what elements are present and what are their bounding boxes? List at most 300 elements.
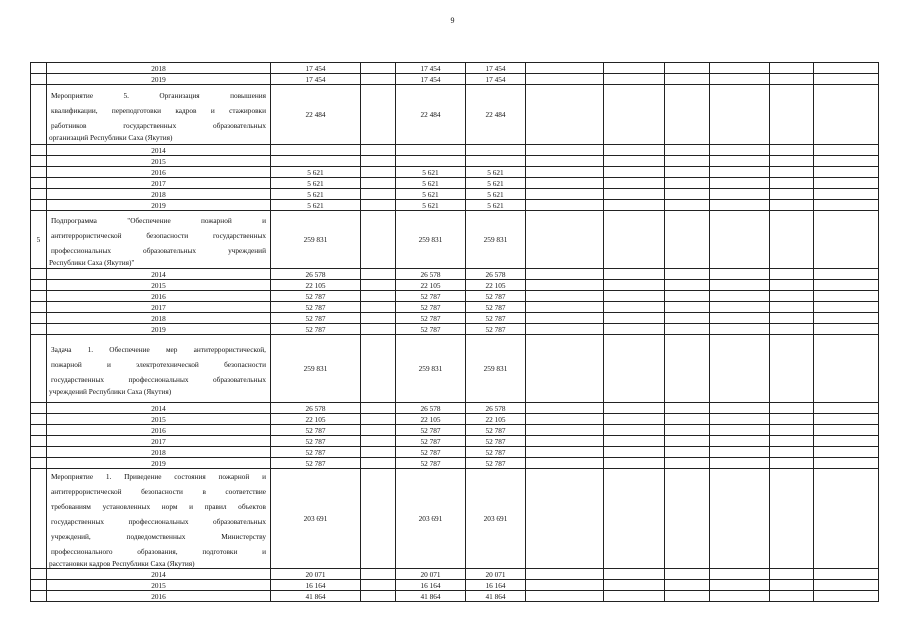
- value-budget-cell: 52 787: [396, 436, 466, 447]
- empty-cell: [526, 447, 604, 458]
- description-last-line: учреждений Республики Саха (Якутия): [49, 386, 172, 396]
- empty-cell: [770, 425, 814, 436]
- value-budget-cell: 26 578: [396, 403, 466, 414]
- empty-cell: [665, 313, 710, 324]
- description-line: учреждений, подведомственных Министерству: [51, 532, 266, 541]
- value-empty-cell: [361, 167, 396, 178]
- value-total-cell: 52 787: [271, 436, 361, 447]
- empty-cell: [770, 63, 814, 74]
- empty-cell: [770, 145, 814, 156]
- year-cell: 2019: [47, 200, 271, 211]
- empty-cell: [526, 178, 604, 189]
- value-budget-cell: 17 454: [396, 63, 466, 74]
- empty-cell: [526, 458, 604, 469]
- empty-cell: [770, 85, 814, 145]
- empty-cell: [526, 167, 604, 178]
- table-row-year: [31, 414, 879, 425]
- empty-cell: [665, 74, 710, 85]
- empty-cell: [710, 189, 770, 200]
- row-number-cell: [31, 313, 47, 324]
- value-empty-cell: [361, 324, 396, 335]
- value-republic-cell: 22 105: [466, 280, 526, 291]
- empty-cell: [665, 211, 710, 269]
- value-empty-cell: [361, 211, 396, 269]
- empty-cell: [814, 403, 879, 414]
- empty-cell: [814, 591, 879, 602]
- table-row-year: [31, 591, 879, 602]
- empty-cell: [814, 458, 879, 469]
- empty-cell: [526, 469, 604, 569]
- empty-cell: [526, 324, 604, 335]
- year-cell: 2017: [47, 302, 271, 313]
- value-republic-cell: 16 164: [466, 580, 526, 591]
- value-empty-cell: [361, 591, 396, 602]
- year-cell: 2015: [47, 580, 271, 591]
- value-total-cell: 26 578: [271, 403, 361, 414]
- empty-cell: [604, 85, 665, 145]
- empty-cell: [770, 403, 814, 414]
- value-republic-cell: 52 787: [466, 324, 526, 335]
- empty-cell: [604, 458, 665, 469]
- empty-cell: [526, 211, 604, 269]
- empty-cell: [526, 569, 604, 580]
- table-row-item: [31, 469, 879, 569]
- empty-cell: [710, 145, 770, 156]
- empty-cell: [665, 302, 710, 313]
- empty-cell: [770, 291, 814, 302]
- empty-cell: [770, 414, 814, 425]
- empty-cell: [770, 313, 814, 324]
- empty-cell: [604, 167, 665, 178]
- empty-cell: [710, 302, 770, 313]
- empty-cell: [526, 74, 604, 85]
- empty-cell: [665, 269, 710, 280]
- empty-cell: [526, 335, 604, 403]
- value-republic-cell: 52 787: [466, 425, 526, 436]
- row-number-cell: [31, 74, 47, 85]
- year-cell: 2016: [47, 167, 271, 178]
- value-budget-cell: 52 787: [396, 425, 466, 436]
- page-number: 9: [450, 16, 455, 25]
- empty-cell: [604, 145, 665, 156]
- value-budget-cell: 5 621: [396, 200, 466, 211]
- row-number-cell: [31, 145, 47, 156]
- empty-cell: [710, 458, 770, 469]
- value-empty-cell: [361, 335, 396, 403]
- value-total-cell: 52 787: [271, 324, 361, 335]
- value-budget-cell: 52 787: [396, 324, 466, 335]
- empty-cell: [526, 63, 604, 74]
- empty-cell: [814, 447, 879, 458]
- empty-cell: [710, 414, 770, 425]
- value-budget-cell: 259 831: [396, 335, 466, 403]
- description-line: Мероприятие 1. Приведение состояния пожарной и: [51, 472, 266, 481]
- year-cell: 2017: [47, 178, 271, 189]
- value-total-cell: 22 105: [271, 414, 361, 425]
- value-total-cell: [271, 156, 361, 167]
- empty-cell: [604, 425, 665, 436]
- empty-cell: [814, 335, 879, 403]
- year-cell: 2014: [47, 569, 271, 580]
- empty-cell: [770, 211, 814, 269]
- value-budget-cell: 52 787: [396, 302, 466, 313]
- value-republic-cell: 22 105: [466, 414, 526, 425]
- row-number-cell: [31, 447, 47, 458]
- table-row-year: [31, 156, 879, 167]
- empty-cell: [665, 167, 710, 178]
- value-empty-cell: [361, 313, 396, 324]
- empty-cell: [710, 403, 770, 414]
- item-description-cell: [47, 85, 271, 145]
- value-budget-cell: 5 621: [396, 178, 466, 189]
- empty-cell: [770, 324, 814, 335]
- empty-cell: [604, 74, 665, 85]
- empty-cell: [526, 269, 604, 280]
- empty-cell: [604, 302, 665, 313]
- value-total-cell: 41 864: [271, 591, 361, 602]
- row-number-cell: [31, 189, 47, 200]
- value-empty-cell: [361, 469, 396, 569]
- value-total-cell: 5 621: [271, 178, 361, 189]
- empty-cell: [814, 145, 879, 156]
- empty-cell: [526, 414, 604, 425]
- empty-cell: [665, 469, 710, 569]
- value-total-cell: 52 787: [271, 291, 361, 302]
- value-republic-cell: 203 691: [466, 469, 526, 569]
- empty-cell: [526, 313, 604, 324]
- empty-cell: [710, 324, 770, 335]
- empty-cell: [814, 200, 879, 211]
- empty-cell: [604, 269, 665, 280]
- description-line: антитеррористической безопасности в соответствие: [51, 487, 266, 496]
- empty-cell: [665, 200, 710, 211]
- row-number-cell: [31, 469, 47, 569]
- empty-cell: [665, 178, 710, 189]
- value-total-cell: [271, 145, 361, 156]
- empty-cell: [710, 436, 770, 447]
- empty-cell: [526, 200, 604, 211]
- year-cell: 2019: [47, 324, 271, 335]
- empty-cell: [770, 469, 814, 569]
- row-number-cell: [31, 403, 47, 414]
- empty-cell: [665, 324, 710, 335]
- value-budget-cell: 17 454: [396, 74, 466, 85]
- value-budget-cell: 52 787: [396, 291, 466, 302]
- description-line: работников государственных образовательных: [51, 120, 266, 130]
- year-cell: 2018: [47, 447, 271, 458]
- table-row-year: [31, 178, 879, 189]
- row-number-cell: [31, 280, 47, 291]
- empty-cell: [770, 74, 814, 85]
- empty-cell: [665, 569, 710, 580]
- value-total-cell: 259 831: [271, 211, 361, 269]
- value-republic-cell: 259 831: [466, 211, 526, 269]
- table-row-item: [31, 85, 879, 145]
- empty-cell: [770, 189, 814, 200]
- empty-cell: [814, 189, 879, 200]
- empty-cell: [526, 403, 604, 414]
- empty-cell: [814, 324, 879, 335]
- value-republic-cell: 5 621: [466, 178, 526, 189]
- empty-cell: [604, 436, 665, 447]
- empty-cell: [665, 414, 710, 425]
- empty-cell: [665, 85, 710, 145]
- empty-cell: [604, 414, 665, 425]
- table-row-item: [31, 211, 879, 269]
- row-number-cell: [31, 178, 47, 189]
- description-line: антитеррористической безопасности государственных: [51, 230, 266, 240]
- empty-cell: [526, 156, 604, 167]
- row-number-cell: [31, 63, 47, 74]
- value-republic-cell: 5 621: [466, 189, 526, 200]
- empty-cell: [604, 569, 665, 580]
- value-total-cell: 20 071: [271, 569, 361, 580]
- empty-cell: [770, 302, 814, 313]
- empty-cell: [814, 85, 879, 145]
- empty-cell: [665, 145, 710, 156]
- value-total-cell: 5 621: [271, 167, 361, 178]
- year-cell: 2015: [47, 414, 271, 425]
- value-empty-cell: [361, 200, 396, 211]
- item-description-cell: [47, 211, 271, 269]
- year-cell: 2015: [47, 280, 271, 291]
- description-line: Подпрограмма "Обеспечение пожарной и: [51, 215, 266, 225]
- value-republic-cell: 52 787: [466, 291, 526, 302]
- empty-cell: [710, 200, 770, 211]
- empty-cell: [710, 178, 770, 189]
- value-budget-cell: 52 787: [396, 313, 466, 324]
- empty-cell: [604, 211, 665, 269]
- row-number-cell: [31, 167, 47, 178]
- empty-cell: [526, 85, 604, 145]
- empty-cell: [710, 425, 770, 436]
- row-number-cell: [31, 302, 47, 313]
- row-number-cell: [31, 436, 47, 447]
- description-line: государственных профессиональных образовательных: [51, 374, 266, 384]
- value-empty-cell: [361, 580, 396, 591]
- empty-cell: [814, 569, 879, 580]
- empty-cell: [604, 291, 665, 302]
- description-line: пожарной и электротехнической безопасности: [51, 359, 266, 369]
- empty-cell: [710, 580, 770, 591]
- empty-cell: [710, 569, 770, 580]
- table-row-year: [31, 74, 879, 85]
- table-row-year: [31, 280, 879, 291]
- description-line: квалификации, переподготовки кадров и стажировки: [51, 105, 266, 115]
- value-total-cell: 16 164: [271, 580, 361, 591]
- empty-cell: [526, 280, 604, 291]
- empty-cell: [665, 591, 710, 602]
- table-row-year: [31, 302, 879, 313]
- empty-cell: [710, 156, 770, 167]
- value-republic-cell: 26 578: [466, 403, 526, 414]
- empty-cell: [665, 447, 710, 458]
- empty-cell: [604, 335, 665, 403]
- value-total-cell: 5 621: [271, 200, 361, 211]
- empty-cell: [770, 156, 814, 167]
- empty-cell: [604, 280, 665, 291]
- empty-cell: [814, 291, 879, 302]
- table-row-item: [31, 335, 879, 403]
- value-empty-cell: [361, 569, 396, 580]
- empty-cell: [710, 335, 770, 403]
- description-line: требованиям установленных норм и правил объектов: [51, 502, 266, 511]
- empty-cell: [710, 591, 770, 602]
- table-row-year: [31, 436, 879, 447]
- description-last-line: организаций Республики Саха (Якутия): [49, 132, 173, 142]
- value-republic-cell: 52 787: [466, 313, 526, 324]
- table-row-year: [31, 291, 879, 302]
- value-republic-cell: 20 071: [466, 569, 526, 580]
- table-row-year: [31, 200, 879, 211]
- value-budget-cell: 5 621: [396, 189, 466, 200]
- value-empty-cell: [361, 85, 396, 145]
- empty-cell: [814, 178, 879, 189]
- value-empty-cell: [361, 436, 396, 447]
- description-line: Задача 1. Обеспечение мер антитеррористической,: [51, 344, 266, 354]
- description-line: государственных профессиональных образовательных: [51, 517, 266, 526]
- value-republic-cell: 52 787: [466, 302, 526, 313]
- value-total-cell: 5 621: [271, 189, 361, 200]
- value-empty-cell: [361, 414, 396, 425]
- year-cell: 2018: [47, 313, 271, 324]
- value-republic-cell: 22 484: [466, 85, 526, 145]
- value-total-cell: 52 787: [271, 447, 361, 458]
- empty-cell: [604, 324, 665, 335]
- empty-cell: [814, 280, 879, 291]
- value-empty-cell: [361, 280, 396, 291]
- empty-cell: [770, 167, 814, 178]
- value-budget-cell: 203 691: [396, 469, 466, 569]
- empty-cell: [710, 74, 770, 85]
- empty-cell: [604, 469, 665, 569]
- value-empty-cell: [361, 458, 396, 469]
- row-number-cell: [31, 85, 47, 145]
- empty-cell: [665, 156, 710, 167]
- value-total-cell: 203 691: [271, 469, 361, 569]
- value-budget-cell: 41 864: [396, 591, 466, 602]
- row-number-cell: 5: [31, 211, 47, 269]
- year-cell: 2019: [47, 458, 271, 469]
- empty-cell: [665, 63, 710, 74]
- empty-cell: [665, 335, 710, 403]
- empty-cell: [665, 458, 710, 469]
- empty-cell: [814, 469, 879, 569]
- empty-cell: [814, 302, 879, 313]
- row-number-cell: [31, 458, 47, 469]
- empty-cell: [604, 178, 665, 189]
- value-empty-cell: [361, 189, 396, 200]
- empty-cell: [604, 591, 665, 602]
- empty-cell: [665, 425, 710, 436]
- value-republic-cell: 17 454: [466, 63, 526, 74]
- value-total-cell: 52 787: [271, 458, 361, 469]
- empty-cell: [814, 313, 879, 324]
- empty-cell: [770, 280, 814, 291]
- value-budget-cell: 22 105: [396, 280, 466, 291]
- row-number-cell: [31, 291, 47, 302]
- year-cell: 2014: [47, 145, 271, 156]
- value-republic-cell: 5 621: [466, 200, 526, 211]
- table-row-year: [31, 569, 879, 580]
- table-row-year: [31, 189, 879, 200]
- empty-cell: [526, 302, 604, 313]
- value-republic-cell: 41 864: [466, 591, 526, 602]
- value-empty-cell: [361, 291, 396, 302]
- empty-cell: [604, 447, 665, 458]
- value-republic-cell: 26 578: [466, 269, 526, 280]
- empty-cell: [770, 447, 814, 458]
- row-number-cell: [31, 324, 47, 335]
- value-budget-cell: [396, 156, 466, 167]
- value-budget-cell: 22 105: [396, 414, 466, 425]
- empty-cell: [770, 335, 814, 403]
- row-number-cell: [31, 425, 47, 436]
- empty-cell: [710, 291, 770, 302]
- empty-cell: [710, 469, 770, 569]
- row-number-cell: [31, 200, 47, 211]
- empty-cell: [710, 211, 770, 269]
- value-total-cell: 52 787: [271, 425, 361, 436]
- year-cell: 2014: [47, 269, 271, 280]
- empty-cell: [710, 280, 770, 291]
- year-cell: 2016: [47, 591, 271, 602]
- value-total-cell: 52 787: [271, 313, 361, 324]
- value-budget-cell: 20 071: [396, 569, 466, 580]
- empty-cell: [814, 269, 879, 280]
- value-budget-cell: 52 787: [396, 447, 466, 458]
- year-cell: 2018: [47, 63, 271, 74]
- empty-cell: [710, 85, 770, 145]
- year-cell: 2015: [47, 156, 271, 167]
- table-row-year: [31, 145, 879, 156]
- empty-cell: [604, 580, 665, 591]
- table-row-year: [31, 167, 879, 178]
- value-budget-cell: 22 484: [396, 85, 466, 145]
- value-budget-cell: [396, 145, 466, 156]
- empty-cell: [770, 569, 814, 580]
- empty-cell: [814, 425, 879, 436]
- value-budget-cell: 16 164: [396, 580, 466, 591]
- value-budget-cell: 52 787: [396, 458, 466, 469]
- empty-cell: [665, 403, 710, 414]
- budget-table: [30, 62, 879, 602]
- value-republic-cell: [466, 156, 526, 167]
- empty-cell: [710, 167, 770, 178]
- empty-cell: [770, 178, 814, 189]
- description-line: профессионального образования, подготовки и: [51, 547, 266, 556]
- value-empty-cell: [361, 447, 396, 458]
- empty-cell: [770, 269, 814, 280]
- table-row-year: [31, 313, 879, 324]
- value-empty-cell: [361, 403, 396, 414]
- value-empty-cell: [361, 156, 396, 167]
- value-empty-cell: [361, 302, 396, 313]
- row-number-cell: [31, 414, 47, 425]
- empty-cell: [604, 200, 665, 211]
- table-row-year: [31, 458, 879, 469]
- empty-cell: [526, 436, 604, 447]
- description-line: Мероприятие 5. Организация повышения: [51, 90, 266, 100]
- empty-cell: [770, 436, 814, 447]
- empty-cell: [526, 145, 604, 156]
- value-republic-cell: 17 454: [466, 74, 526, 85]
- value-empty-cell: [361, 74, 396, 85]
- empty-cell: [604, 156, 665, 167]
- value-empty-cell: [361, 425, 396, 436]
- value-republic-cell: 5 621: [466, 167, 526, 178]
- value-total-cell: 17 454: [271, 74, 361, 85]
